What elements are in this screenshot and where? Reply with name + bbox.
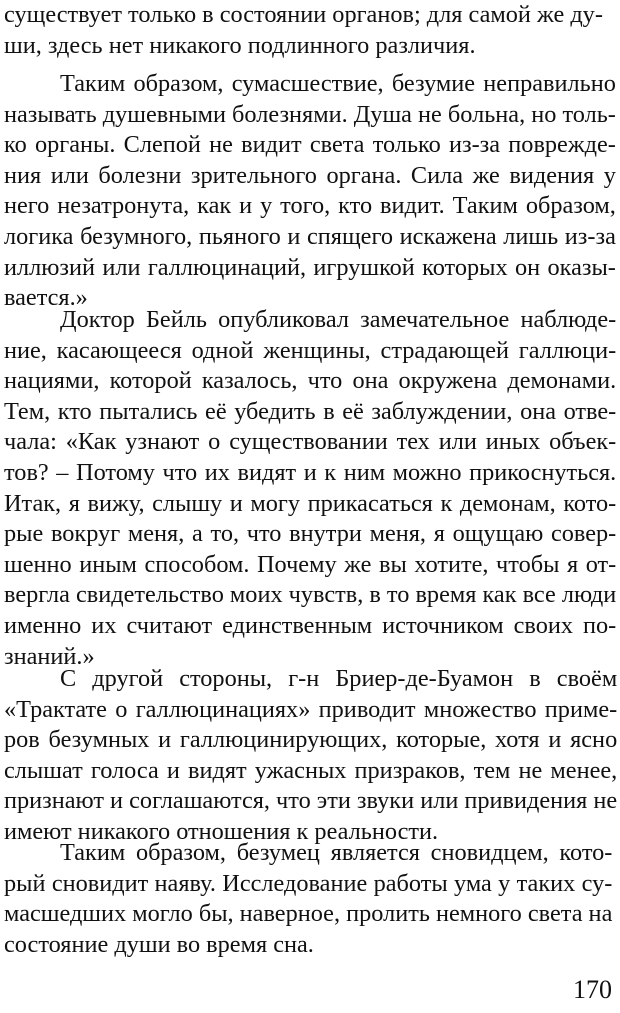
text-line: масшедших могло бы, наверное, пролить немного света на xyxy=(4,900,613,928)
text-line: Тем, кто пытались её убедить в её заблуждении, она отве- xyxy=(4,397,617,425)
text-line: существует только в состоянии органов; для самой же ду- xyxy=(4,1,603,28)
text-line: ров безумных и галлюцинирующих, которые, хотя и ясно xyxy=(4,726,618,754)
paragraph-4 xyxy=(4,664,617,848)
text-line: иллюзий или галлюцинаций, игрушкой которых он оказы- xyxy=(4,253,616,281)
text-line: нациями, которой казалось, что она окружена демонами. xyxy=(4,367,617,395)
page-number: 170 xyxy=(573,975,612,1004)
text-line: рые вокруг меня, а то, что внутри меня, я ощущаю совер- xyxy=(4,520,617,548)
paragraph-3 xyxy=(4,305,616,672)
text-line: шенно иным способом. Почему же вы хотите, чтобы я от- xyxy=(4,550,617,578)
text-line: слышат голоса и видят ужасных призраков, тем не менее, xyxy=(4,756,618,784)
text-line: ния или болезни зрительного органа. Сила же видения у xyxy=(4,161,616,189)
text-line: признают и соглашаются, что эти звуки или привидения не xyxy=(4,787,618,815)
text-line: Итак, я вижу, слышу и могу прикасаться к демонам, кото- xyxy=(4,489,617,517)
text-line: ши, здесь нет никакого подлинного различия. xyxy=(4,31,476,59)
text-line: вергла свидетельство моих чувств, в то время как все люди xyxy=(4,581,617,609)
text-line: ко органы. Слепой не видит света только из-за поврежде- xyxy=(4,131,616,159)
text-line: Таким образом, сумасшествие, безумие неправильно xyxy=(60,70,616,97)
text-line: чала: «Как узнают о существовании тех или иных объек- xyxy=(4,428,617,456)
text-line: «Трактате о галлюцинациях» приводит множество приме- xyxy=(4,695,618,723)
text-line: состояние души во время сна. xyxy=(4,930,314,958)
text-line: ние, касающееся одной женщины, страдающей галлюци- xyxy=(4,336,617,364)
paragraph-5 xyxy=(4,838,612,960)
text-line: тов? – Потому что их видят и к ним можно прикоснуться. xyxy=(4,458,617,486)
text-line: Таким образом, безумец является сновидцем, кото- xyxy=(60,839,613,866)
text-line: имеют никакого отношения к реальности. xyxy=(4,817,439,845)
paragraph-1 xyxy=(4,0,603,61)
paragraph-2 xyxy=(4,69,616,314)
text-line: него незатронута, как и у того, кто видит. Таким образом, xyxy=(4,192,616,220)
text-line: вается.» xyxy=(4,284,88,312)
text-line: знаний.» xyxy=(4,642,95,670)
text-line: именно их считают единственным источником своих по- xyxy=(4,611,617,639)
text-line: называть душевными болезнями. Душа не больна, но толь- xyxy=(4,100,616,128)
text-line: логика безумного, пьяного и спящего искажена лишь из-за xyxy=(4,222,616,250)
text-line: Доктор Бейль опубликовал замечательное наблюде- xyxy=(60,306,617,333)
text-line: рый сновидит наяву. Исследование работы ума у таких су- xyxy=(4,869,613,897)
text-line: С другой стороны, г-н Бриер-де-Буамон в своём xyxy=(60,665,618,692)
